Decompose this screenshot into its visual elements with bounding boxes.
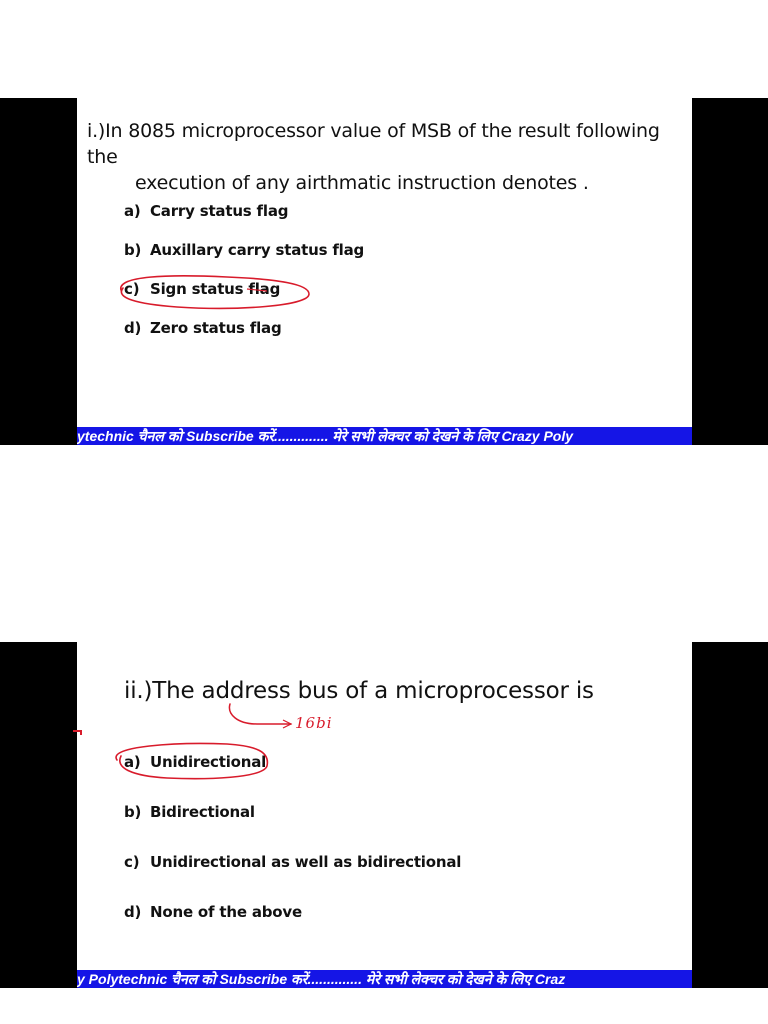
option-letter: a) xyxy=(124,753,141,771)
option-text: Unidirectional as well as bidirectional xyxy=(150,853,462,871)
option-text: Sign status flag xyxy=(150,280,281,298)
option-letter: c) xyxy=(124,280,140,298)
option-text: Unidirectional xyxy=(150,753,267,771)
option-text: Zero status flag xyxy=(150,319,282,337)
option-2c xyxy=(124,853,461,871)
option-letter: d) xyxy=(124,903,142,921)
slide-1 xyxy=(77,98,692,445)
option-letter: b) xyxy=(124,241,142,259)
option-text: Auxillary carry status flag xyxy=(150,241,365,259)
option-1a xyxy=(124,202,288,220)
question-1 xyxy=(87,118,687,196)
option-letter: a) xyxy=(124,202,141,220)
option-1c xyxy=(124,280,280,298)
option-2a xyxy=(124,753,266,771)
option-text: Bidirectional xyxy=(150,803,255,821)
subscribe-ticker-1 xyxy=(77,427,692,445)
option-1b xyxy=(124,241,364,259)
option-letter: c) xyxy=(124,853,140,871)
slide-2 xyxy=(77,642,692,988)
question-1-line-2: execution of any airthmatic instruction denotes . xyxy=(135,172,589,194)
option-letter: d) xyxy=(124,319,142,337)
ticker-text: ytechnic चैनल को Subscribe करें.............. मेरे सभी लेक्चर को देखने के लिए Crazy Poly xyxy=(77,428,574,444)
video-frame-2 xyxy=(0,642,768,988)
option-2d xyxy=(124,903,302,921)
option-text: None of the above xyxy=(150,903,302,921)
subscribe-ticker-2 xyxy=(77,970,692,988)
option-1d xyxy=(124,319,282,337)
question-2: ii.)The address bus of a microprocessor is xyxy=(124,678,594,704)
video-frame-1 xyxy=(0,98,768,445)
pen-cursor-mark xyxy=(72,728,84,736)
handwritten-note: 16bi xyxy=(295,714,333,732)
ticker-text: y Polytechnic चैनल को Subscribe करें.............. मेरे सभी लेक्चर को देखने के लिए Craz xyxy=(77,971,566,987)
question-1-line-1: i.)In 8085 microprocessor value of MSB of the result following the xyxy=(87,120,660,168)
option-2b xyxy=(124,803,255,821)
option-letter: b) xyxy=(124,803,142,821)
option-text: Carry status flag xyxy=(150,202,289,220)
